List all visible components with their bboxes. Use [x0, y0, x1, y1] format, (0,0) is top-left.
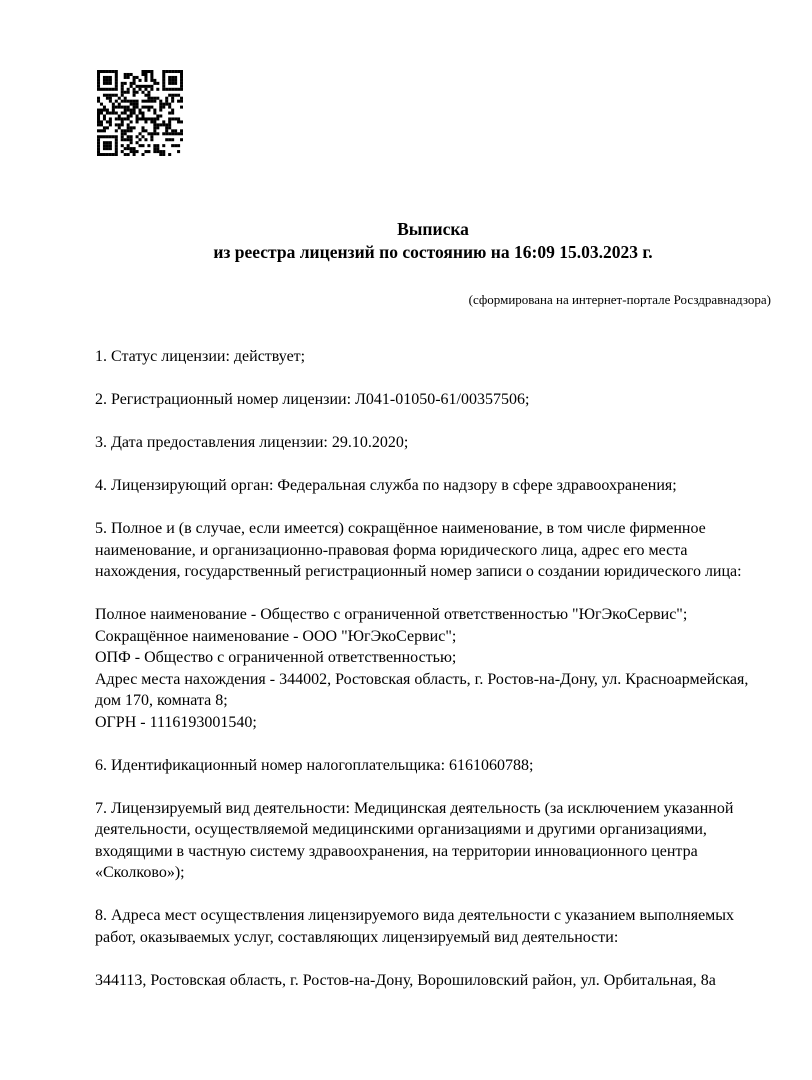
document-title	[95, 218, 771, 264]
activity-address-line: 344113, Ростовская область, г. Ростов-на-Дону, Ворошиловский район, ул. Орбитальная, 8а	[95, 971, 716, 989]
item-licensing-authority: 4. Лицензирующий орган: Федеральная служба по надзору в сфере здравоохранения;	[95, 477, 677, 494]
qr-code-image	[97, 70, 183, 156]
item-names-intro: 5. Полное и (в случае, если имеется) сокращённое наименование, в том числе фирменное наименование, и организационно-правовая форма юридического лица, адрес его места нахождения, государственный регистрационный номер записи о создании юридического лица:	[95, 520, 742, 580]
company-opf: ОПФ - Общество с ограниченной ответственностью;	[95, 649, 457, 666]
document-body	[95, 346, 771, 991]
item-registration-number: 2. Регистрационный номер лицензии: Л041-01050-61/00357506;	[95, 391, 530, 408]
company-location: Адрес места нахождения - 344002, Ростовская область, г. Ростов-на-Дону, ул. Красноармейская, дом 170, комната 8;	[95, 670, 749, 709]
company-full-name: Полное наименование - Общество с ограниченной ответственностью "ЮгЭкоСервис";	[95, 606, 688, 623]
company-short-name: Сокращённое наименование - ООО "ЮгЭкоСервис";	[95, 627, 457, 645]
item-inn: 6. Идентификационный номер налогоплательщика: 6161060788;	[95, 756, 534, 774]
item-licensed-activity: 7. Лицензируемый вид деятельности: Медицинская деятельность (за исключением указанной деятельности, осуществляемой медицинскими организациями и другими организациями, входящими в частную систему здравоохранения, на территории инновационного центра «Сколково»);	[95, 799, 734, 881]
item-license-status: 1. Статус лицензии: действует;	[95, 348, 306, 365]
company-details-block	[95, 604, 771, 733]
title-line-2: из реестра лицензий по состоянию на 16:09 15.03.2023 г.	[213, 242, 653, 262]
item-grant-date: 3. Дата предоставления лицензии: 29.10.2020;	[95, 434, 409, 451]
document-content	[95, 218, 771, 1013]
item-addresses-intro: 8. Адреса мест осуществления лицензируемого вида деятельности с указанием выполняемых работ, оказываемых услуг, составляющих лицензируемый вид деятельности:	[95, 907, 735, 946]
title-line-1: Выписка	[397, 219, 469, 239]
document-subtitle: (сформирована на интернет-портале Росздравнадзора)	[468, 292, 771, 307]
company-ogrn: ОГРН - 1116193001540;	[95, 713, 257, 731]
